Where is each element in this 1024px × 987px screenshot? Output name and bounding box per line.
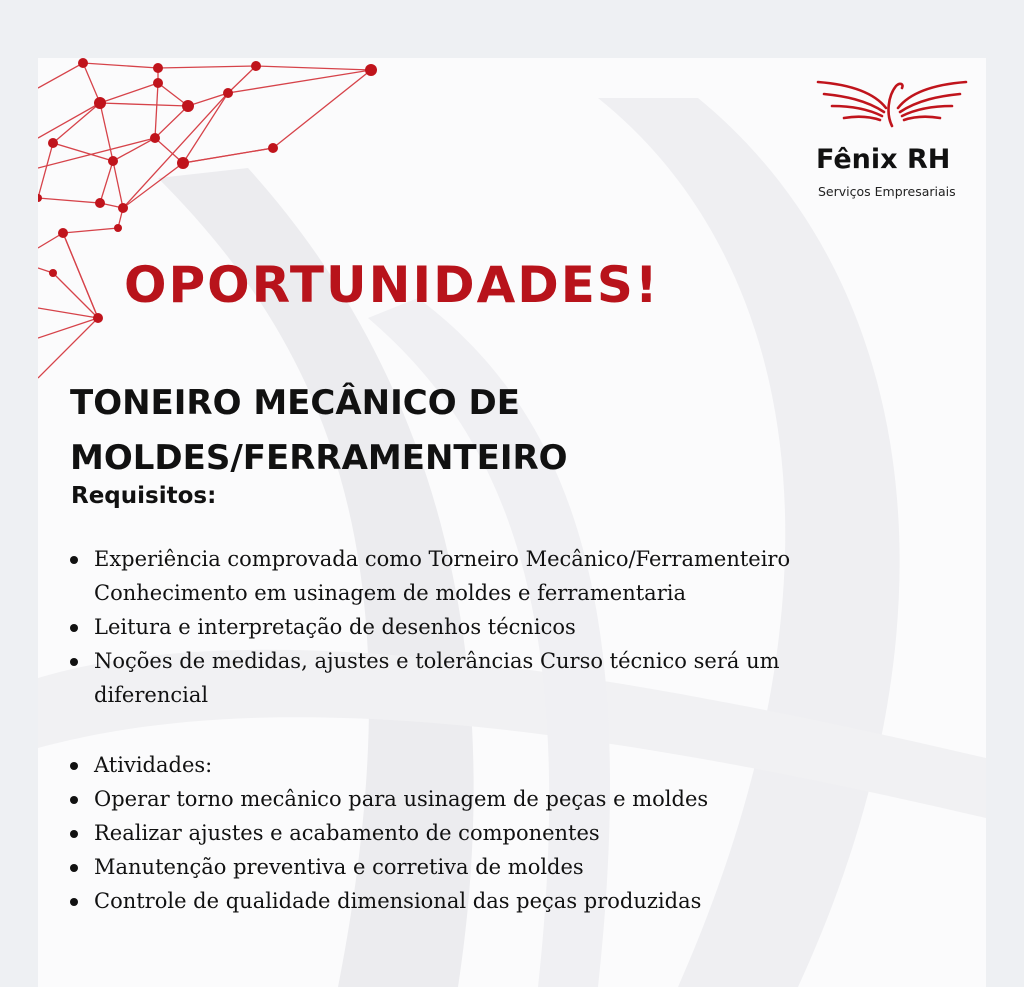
bullet-icon xyxy=(70,830,78,838)
requirements-heading: Requisitos: xyxy=(71,483,217,509)
phoenix-wings-icon xyxy=(814,78,970,130)
job-title-line: TONEIRO MECÂNICO DE xyxy=(70,383,520,423)
brand-name: Fênix RH xyxy=(816,144,951,175)
list-item-text: Realizar ajustes e acabamento de componentes xyxy=(94,821,600,845)
list-item-text: Noções de medidas, ajustes e tolerâncias Curso técnico será um xyxy=(94,649,780,673)
list-item-text: Experiência comprovada como Torneiro Mecânico/Ferramenteiro xyxy=(94,547,791,571)
bullet-icon xyxy=(70,762,78,770)
bullet-icon xyxy=(70,658,78,666)
list-item xyxy=(38,542,934,610)
list-item-text: Manutenção preventiva e corretiva de moldes xyxy=(94,855,584,879)
bullet-icon xyxy=(70,556,78,564)
job-title-line: MOLDES/FERRAMENTEIRO xyxy=(70,438,568,478)
network-decoration xyxy=(38,58,398,388)
bullet-icon xyxy=(70,898,78,906)
list-item xyxy=(38,850,934,884)
list-item xyxy=(38,782,934,816)
list-item-text: Atividades: xyxy=(94,753,213,777)
bullet-icon xyxy=(70,624,78,632)
list-item-text: Operar torno mecânico para usinagem de peças e moldes xyxy=(94,787,709,811)
job-title xyxy=(70,376,770,486)
requirements-list xyxy=(38,542,934,712)
list-item xyxy=(38,816,934,850)
job-posting-card xyxy=(38,58,986,987)
list-item xyxy=(38,644,934,712)
list-item-text: Leitura e interpretação de desenhos técnicos xyxy=(94,615,576,639)
company-logo xyxy=(808,78,978,208)
list-item xyxy=(38,610,934,644)
list-item xyxy=(38,884,934,918)
list-item-text: diferencial xyxy=(94,683,209,707)
list-item xyxy=(38,748,934,782)
bullet-icon xyxy=(70,864,78,872)
activities-list xyxy=(38,748,934,918)
list-item-text: Controle de qualidade dimensional das peças produzidas xyxy=(94,889,702,913)
list-item-text: Conhecimento em usinagem de moldes e ferramentaria xyxy=(94,581,686,605)
headline: OPORTUNIDADES! xyxy=(124,256,660,314)
bullet-icon xyxy=(70,796,78,804)
brand-tagline: Serviços Empresariais xyxy=(818,184,956,199)
